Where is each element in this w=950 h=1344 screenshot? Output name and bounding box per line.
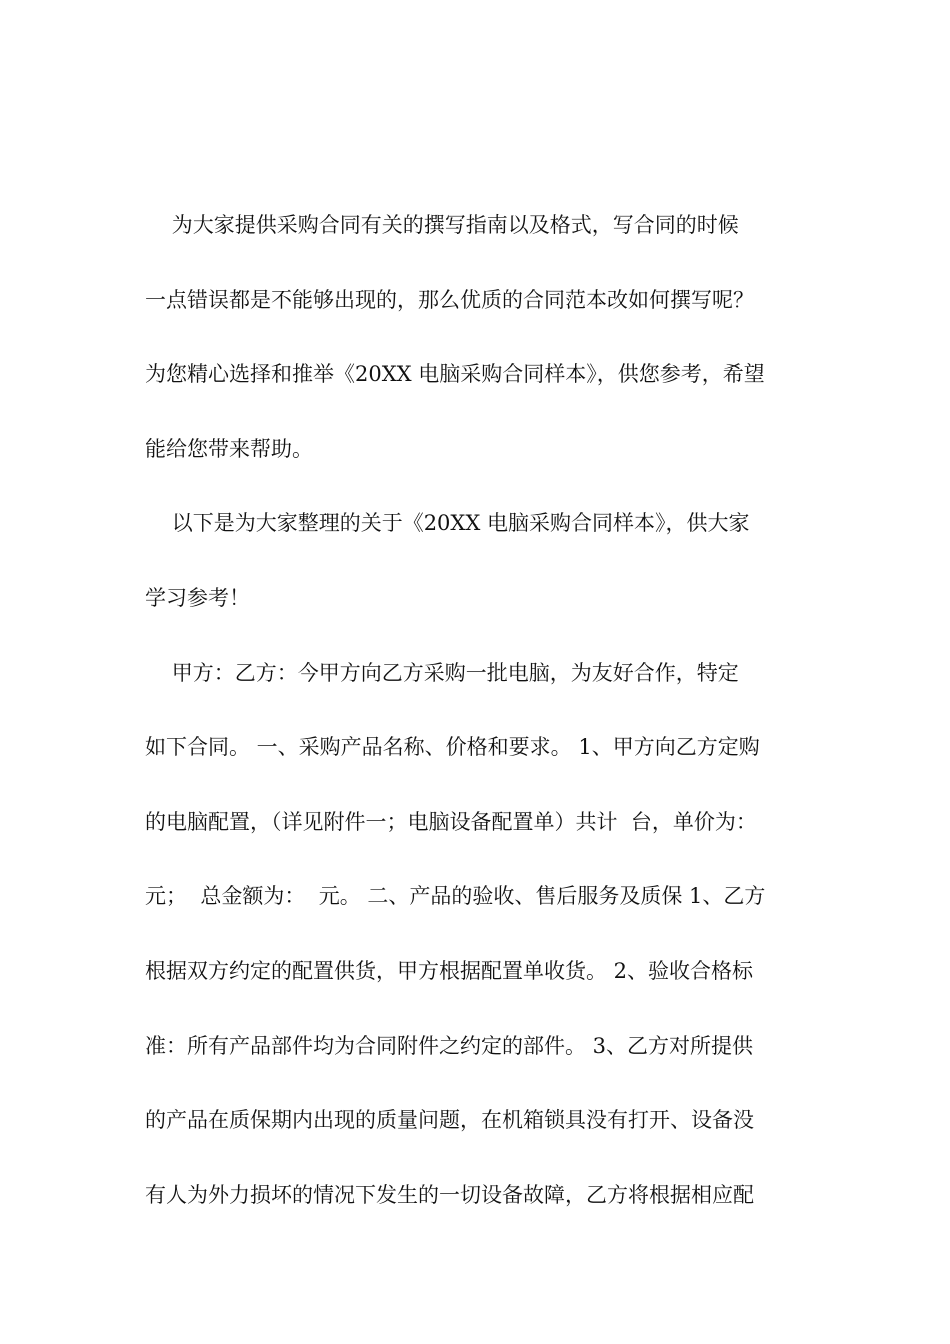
- text-line: 一点错误都是不能够出现的，那么优质的合同范本改如何撰写呢？: [145, 287, 754, 312]
- text-line: 如下合同。 一、采购产品名称、价格和要求。 1、甲方向乙方定购: [145, 735, 760, 760]
- text-line: 能给您带来帮助。: [145, 436, 313, 461]
- text-line: 元； 总金额为： 元。 二、产品的验收、售后服务及质保 1、乙方: [145, 884, 766, 909]
- text-line: 学习参考！: [145, 585, 250, 610]
- text-line: 以下是为大家整理的关于《20XX 电脑采购合同样本》，供大家: [145, 511, 750, 536]
- text-line: 准：所有产品部件均为合同附件之约定的部件。 3、乙方对所提供: [145, 1033, 754, 1058]
- text-line: 甲方：乙方：今甲方向乙方采购一批电脑，为友好合作，特定: [145, 660, 739, 685]
- text-line: 有人为外力损坏的情况下发生的一切设备故障，乙方将根据相应配: [145, 1182, 754, 1207]
- text-line: 根据双方约定的配置供货，甲方根据配置单收货。 2、验收合格标: [145, 958, 754, 983]
- text-line: 为您精心选择和推举《20XX 电脑采购合同样本》，供您参考，希望: [145, 362, 765, 387]
- text-line: 的电脑配置，（详见附件一；电脑设备配置单）共计 台，单价为：: [145, 809, 757, 834]
- document-body: [145, 198, 805, 1242]
- text-line: 为大家提供采购合同有关的撰写指南以及格式，写合同的时候: [145, 213, 739, 237]
- text-line: 的产品在质保期内出现的质量问题，在机箱锁具没有打开、设备没: [145, 1108, 754, 1133]
